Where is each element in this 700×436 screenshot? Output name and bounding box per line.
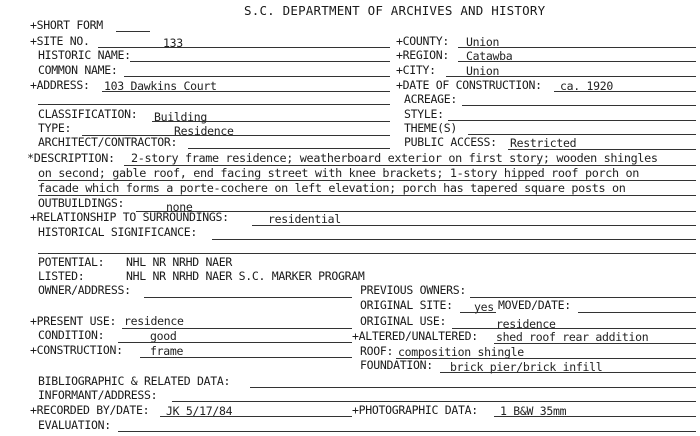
roof-label: ROOF: <box>360 344 394 358</box>
significance-line-2 <box>38 253 696 254</box>
foundation-value: brick pier/brick infill <box>450 360 603 374</box>
significance-line-1 <box>212 239 696 240</box>
historic-name-label: HISTORIC NAME: <box>38 48 131 62</box>
recorded-by-line <box>160 416 352 417</box>
outbuildings-label: OUTBUILDINGS: <box>38 196 125 210</box>
original-site-label: ORIGINAL SITE: <box>360 298 453 312</box>
style-line <box>448 120 696 121</box>
common-name-line <box>124 76 390 77</box>
architect-line <box>188 148 390 149</box>
photographic-label: +PHOTOGRAPHIC DATA: <box>352 403 478 417</box>
form-title: S.C. DEPARTMENT OF ARCHIVES AND HISTORY <box>244 3 546 18</box>
short-form-line <box>116 31 150 32</box>
original-site-line <box>460 312 496 313</box>
date-construction-value: ca. 1920 <box>560 79 613 93</box>
owner-address-label: OWNER/ADDRESS: <box>38 283 131 297</box>
short-form-label: +SHORT FORM <box>30 18 103 32</box>
address-line-2 <box>38 104 390 105</box>
potential-label: POTENTIAL: <box>38 255 105 269</box>
description-rule-3 <box>38 195 696 196</box>
city-value: Union <box>466 64 500 78</box>
description-line-2: on second; gable roof, end facing street with knee brackets; 1-story hipped roof porch on <box>38 166 639 180</box>
address-line <box>102 91 390 92</box>
public-access-value: Restricted <box>510 136 577 150</box>
photographic-value: 1 B&W 35mm <box>500 404 567 418</box>
common-name-label: COMMON NAME: <box>38 63 118 77</box>
moved-date-line <box>578 312 696 313</box>
site-no-line <box>98 47 390 48</box>
roof-line <box>396 358 696 359</box>
relationship-line <box>252 225 696 226</box>
altered-value: shed roof rear addition <box>496 330 649 344</box>
date-construction-line <box>554 91 696 92</box>
moved-date-label: MOVED/DATE: <box>498 298 571 312</box>
roof-value: composition shingle <box>398 345 524 359</box>
foundation-line <box>440 372 696 373</box>
bibliographic-line <box>250 387 696 388</box>
present-use-value: residence <box>124 314 184 328</box>
original-use-value: residence <box>496 317 556 331</box>
listed-label: LISTED: <box>38 269 85 283</box>
public-access-label: PUBLIC ACCESS: <box>404 135 497 149</box>
previous-owners-label: PREVIOUS OWNERS: <box>360 283 466 297</box>
recorded-by-label: +RECORDED BY/DATE: <box>30 403 150 417</box>
foundation-label: FOUNDATION: <box>360 358 433 372</box>
address-value: 103 Dawkins Court <box>104 79 217 93</box>
bibliographic-label: BIBLIOGRAPHIC & RELATED DATA: <box>38 374 231 388</box>
description-line-3: facade which forms a porte-cochere on left elevation; porch has tapered square posts on <box>38 181 626 195</box>
listed-options: NHL NR NRHD NAER S.C. MARKER PROGRAM <box>126 269 365 283</box>
original-use-line <box>452 328 696 329</box>
construction-line <box>140 357 352 358</box>
original-use-label: ORIGINAL USE: <box>360 314 447 328</box>
recorded-by-value: JK 5/17/84 <box>166 404 233 418</box>
public-access-line <box>508 149 696 150</box>
relationship-value: residential <box>268 212 341 226</box>
themes-line <box>468 134 696 135</box>
style-label: STYLE: <box>404 107 444 121</box>
original-site-value: yes <box>474 300 494 314</box>
date-construction-label: +DATE OF CONSTRUCTION: <box>396 78 542 92</box>
region-label: +REGION: <box>396 48 449 62</box>
county-line <box>458 47 696 48</box>
historic-name-line <box>130 61 390 62</box>
classification-value: Building <box>154 110 207 124</box>
altered-line <box>494 343 696 344</box>
city-line <box>446 76 696 77</box>
significance-label: HISTORICAL SIGNIFICANCE: <box>38 225 197 239</box>
potential-options: NHL NR NRHD NAER <box>126 255 232 269</box>
construction-label: +CONSTRUCTION: <box>30 343 123 357</box>
present-use-label: +PRESENT USE: <box>30 314 117 328</box>
acreage-line <box>462 105 696 106</box>
region-line <box>458 61 696 62</box>
condition-label: CONDITION: <box>38 328 105 342</box>
description-line-1: 2-story frame residence; weatherboard exterior on first story; wooden shingles <box>131 151 658 165</box>
classification-line <box>152 121 390 122</box>
construction-value: frame <box>150 344 184 358</box>
informant-label: INFORMANT/ADDRESS: <box>38 388 158 402</box>
outbuildings-value: none <box>166 200 193 214</box>
acreage-label: ACREAGE: <box>404 92 457 106</box>
evaluation-line <box>118 431 696 432</box>
county-label: +COUNTY: <box>396 34 449 48</box>
photographic-line <box>494 416 696 417</box>
city-label: +CITY: <box>396 63 436 77</box>
type-value: Residence <box>174 124 234 138</box>
informant-line <box>172 401 696 402</box>
site-no-label: +SITE NO. <box>30 34 90 48</box>
relationship-label: +RELATIONSHIP TO SURROUNDINGS: <box>30 210 229 224</box>
description-label: *DESCRIPTION: <box>27 151 115 165</box>
architect-label: ARCHITECT/CONTRACTOR: <box>38 135 178 149</box>
county-value: Union <box>466 35 500 49</box>
address-label: +ADDRESS: <box>30 78 90 92</box>
evaluation-label: EVALUATION: <box>38 418 111 432</box>
classification-label: CLASSIFICATION: <box>38 107 138 121</box>
region-value: Catawba <box>466 49 513 63</box>
themes-label: THEME(S) <box>404 121 457 135</box>
condition-value: good <box>150 329 177 343</box>
condition-line <box>118 342 352 343</box>
owner-address-line <box>144 297 352 298</box>
site-no-value: 133 <box>163 36 183 50</box>
type-label: TYPE: <box>38 121 72 135</box>
altered-label: +ALTERED/UNALTERED: <box>352 329 478 343</box>
